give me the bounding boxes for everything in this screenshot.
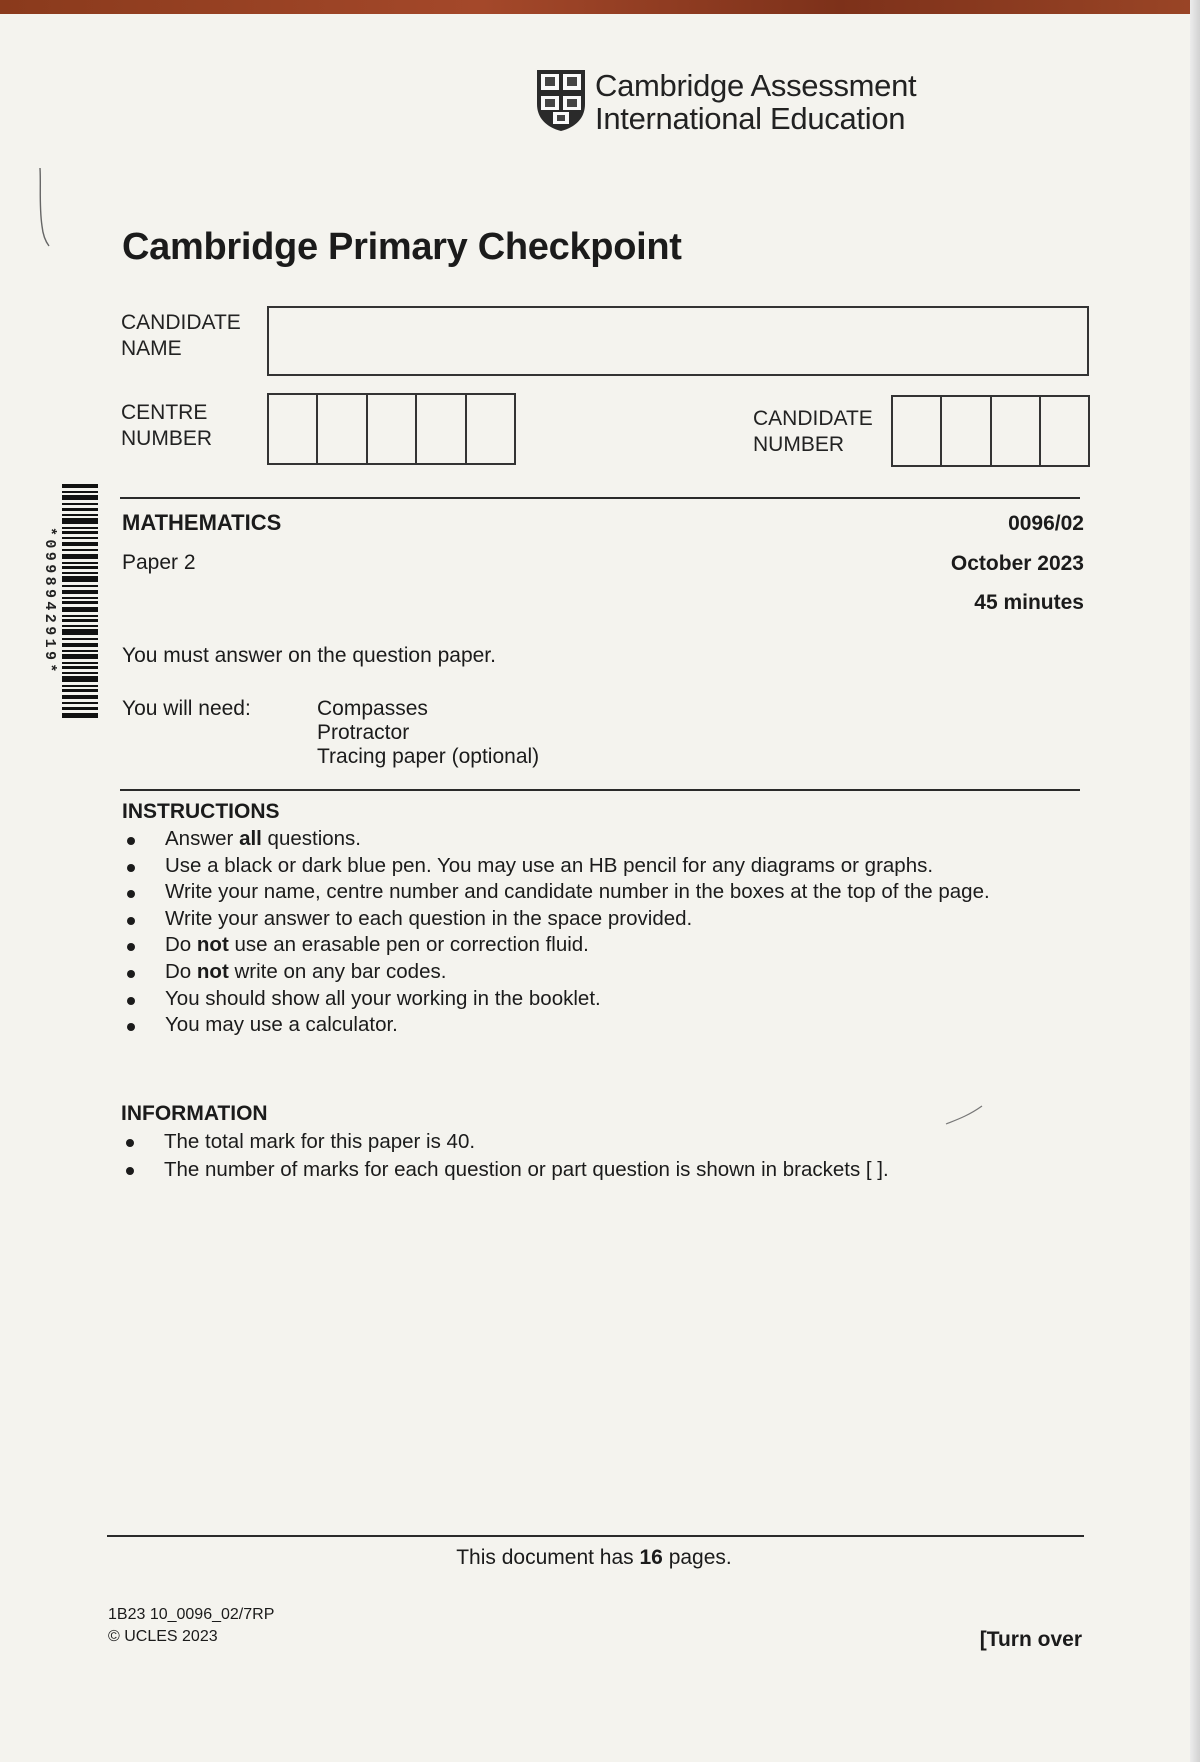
org-name-line1: Cambridge Assessment — [595, 68, 917, 103]
candidate-number-cell[interactable] — [893, 397, 942, 465]
document-title: Cambridge Primary Checkpoint — [122, 226, 682, 268]
candidate-number-label-line2: NUMBER — [753, 433, 845, 456]
information-item: The total mark for this paper is 40. — [121, 1128, 889, 1156]
page-top-edge — [0, 0, 1200, 14]
answer-note: You must answer on the question paper. — [122, 644, 496, 667]
pen-mark — [944, 1104, 984, 1126]
page-right-edge — [1190, 0, 1200, 1762]
instruction-item: You should show all your working in the booklet. — [122, 986, 990, 1013]
copyright: © UCLES 2023 — [108, 1628, 218, 1645]
org-logo — [535, 66, 955, 136]
exam-duration: 45 minutes — [974, 591, 1084, 614]
reference-code: 1B23 10_0096_02/7RP — [108, 1606, 275, 1623]
candidate-number-cell[interactable] — [1041, 397, 1088, 465]
candidate-number-cell[interactable] — [992, 397, 1041, 465]
requirements-label: You will need: — [122, 697, 251, 720]
centre-number-label-line1: CENTRE — [121, 401, 208, 424]
candidate-number-cell[interactable] — [942, 397, 991, 465]
candidate-name-box[interactable] — [267, 306, 1089, 376]
candidate-number-boxes[interactable] — [891, 395, 1090, 467]
information-list — [121, 1128, 889, 1184]
barcode-bars — [62, 484, 98, 718]
barcode — [40, 484, 100, 718]
instructions-list — [122, 826, 990, 1039]
org-name-line2: International Education — [595, 101, 906, 136]
information-item: The number of marks for each question or part question is shown in brackets [ ]. — [121, 1156, 889, 1184]
page-count-note: This document has 16 pages. — [456, 1546, 732, 1569]
information-heading: INFORMATION — [121, 1102, 268, 1125]
centre-number-cell[interactable] — [417, 395, 466, 463]
exam-session: October 2023 — [950, 552, 1084, 575]
centre-number-label — [121, 400, 212, 452]
instructions-heading: INSTRUCTIONS — [122, 800, 280, 823]
requirement-item: Compasses — [317, 697, 428, 720]
requirement-item: Tracing paper (optional) — [317, 745, 540, 768]
centre-number-cell[interactable] — [269, 395, 318, 463]
footer-reference — [108, 1604, 274, 1648]
instruction-item: Do not use an erasable pen or correction fluid. — [122, 932, 990, 959]
centre-number-boxes[interactable] — [267, 393, 516, 465]
requirement-item: Protractor — [317, 721, 410, 744]
candidate-number-label — [753, 406, 873, 458]
footer-divider — [107, 1535, 1084, 1537]
instruction-item: Use a black or dark blue pen. You may use an HB pencil for any diagrams or graphs. — [122, 853, 990, 880]
centre-number-label-line2: NUMBER — [121, 427, 213, 450]
pencil-mark — [36, 166, 56, 250]
centre-number-cell[interactable] — [467, 395, 514, 463]
candidate-number-label-line1: CANDIDATE — [753, 407, 873, 430]
candidate-name-label-line1: CANDIDATE — [121, 311, 241, 334]
candidate-name-label — [121, 310, 241, 362]
centre-number-cell[interactable] — [368, 395, 417, 463]
university-crest-icon — [535, 68, 587, 132]
requirements-list — [317, 697, 539, 769]
barcode-digits: *0998942919* — [41, 526, 58, 676]
instruction-item: Do not write on any bar codes. — [122, 959, 990, 986]
centre-number-cell[interactable] — [318, 395, 367, 463]
paper-code: 0096/02 — [1008, 512, 1084, 535]
instruction-item: Write your answer to each question in the space provided. — [122, 906, 990, 933]
divider — [120, 789, 1080, 791]
instruction-item: You may use a calculator. — [122, 1012, 990, 1039]
subject-name: MATHEMATICS — [122, 510, 282, 535]
divider — [120, 497, 1080, 499]
candidate-name-label-line2: NAME — [121, 337, 182, 360]
paper-number: Paper 2 — [122, 551, 196, 574]
instruction-item: Answer all questions. — [122, 826, 990, 853]
turn-over-label: [Turn over — [979, 1628, 1082, 1651]
instruction-item: Write your name, centre number and candidate number in the boxes at the top of the page. — [122, 879, 990, 906]
